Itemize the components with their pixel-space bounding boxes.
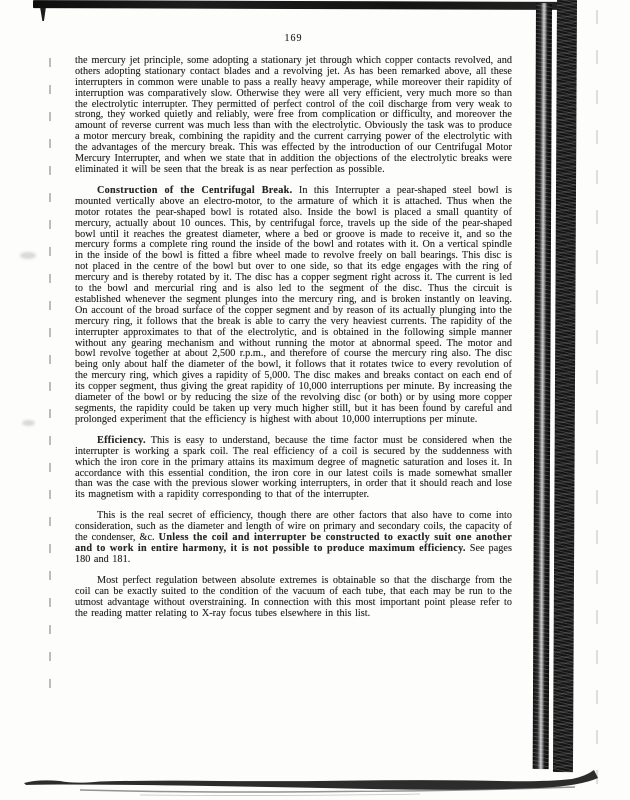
page-number: 169 (284, 33, 303, 44)
scan-bottom-edge-artifact (20, 768, 610, 800)
scan-smudge (20, 252, 36, 259)
bold-emphasis-text: Unless the coil and interrupter be constructed to exactly suit one another and to work in entire harmony, it is not possible to produce maximum efficiency. (75, 532, 513, 554)
scan-right-inner-band-artifact (533, 3, 552, 769)
paragraph-regulation (75, 576, 512, 620)
paragraph-text: Most perfect regulation between absolute extremes is obtainable so that the discharge from the coil can be exactly suited to the condition of the vacuum of each tube, that each may be run to the utmost advantage without overstraining. In connection with this most important point please refer to the reading matter relating to X-ray focus tubes elsewhere in this list. (75, 574, 512, 619)
scan-ink-drip-artifact (39, 8, 47, 21)
paragraph-text: This is the real secret of efficiency, though there are other factors that also have to come into consideration, such as the diameter and length of wire on primary and secondary coils, the capacity of the condenser, &c. (75, 510, 512, 544)
scan-right-fold-line (596, 10, 598, 790)
section-heading-construction: Construction of the Centrifugal Break. (97, 184, 293, 196)
paragraph-text: See pages 180 and 181. (75, 542, 512, 565)
paragraph-efficiency (75, 436, 512, 501)
paragraph-secret-of-efficiency (75, 511, 512, 566)
scan-left-fold-line (49, 58, 51, 698)
paragraph-text: In this Interrupter a pear-shaped steel bowl is mounted vertically above an electro-motor, to the armature of which it is attached. Thus when the motor rotates the pear-shaped bowl is rotated also. Inside the bowl is placed a small quantity of mercury, actually about 10 ounces. This, by centrifugal force, travels up the side of the pear-shaped bowl until it reaches the greatest diameter, where a bed or groove is made to receive it, and so the mercury forms a complete ring round the inside of the bowl and rotates with it. On a vertical spindle in the inside of the bowl is fitted a fibre wheel made to revolve freely on ball bearings. This disc is not placed in the centre of the bowl but over to one side, so that its edge engages with the ring of mercury and is thereby rotated by it. The disc has a copper segment right across it. The current is led to the bowl and mercurial ring and is also led to the segment of the disc. Thus the circuit is established whenever the segment plunges into the mercury ring, and is broken instantly on leaving. On account of the broad surface of the copper segment and by reason of its actually plunging into the mercury ring, it follows that the break is able to carry the very heaviest currents. The rapidity of the interrupter approximates to that of the electrolytic, and is obtained in the following simple manner without any gearing mechanism and without running the motor at abnormal speed. The motor and bowl revolve together at about 2,500 r.p.m., and therefore of course the mercury ring also. The disc being only about half the diameter of the bowl, it follows that it rotates twice to every revolution of the mercury ring, which gives a rapidity of 5,000. The disc makes and breaks contact on each end of its copper segment, thus giving the great rapidity of 10,000 interruptions per minute. By increasing the diameter of the bowl or by reducing the size of the revolving disc (or both) or by using more copper segments, the rapidity could be taken up very much higher still, but it has been found by careful and prolonged experiment that the efficiency is highest with about 10,000 interruptions per minute. (75, 184, 512, 425)
scan-smudge (22, 420, 35, 426)
scan-right-outer-band-artifact (553, 0, 577, 772)
section-heading-efficiency: Efficiency. (97, 434, 146, 446)
scan-top-edge-artifact (33, 0, 559, 10)
paragraph-text: the mercury jet principle, some adopting a stationary jet through which copper contacts revolved, and others adopting stationary contact blades and a revolving jet. As has been remarked above, all these interrupters in common were unable to pass a really heavy amperage, while moreover their rapidity of interruption was comparatively slow. Otherwise they were all very efficient, very much more so than the electrolytic interrupter. They permitted of perfect control of the coil discharge from very weak to strong, they worked quietly and reliably, were free from complication or difficulty, and moreover the amount of reverse current was much less than with the electrolytic. Obviously the task was to produce a motor mercury break, combining the rapidity and the current carrying power of the electrolytic with the advantages of the mercury break. This was effected by the introduction of our Centrifugal Motor Mercury Interrupter, and when we state that in addition the objections of the electrolytic breaks were eliminated it will be seen that the break is as near perfection as possible. (75, 54, 512, 175)
paragraph-text: This is easy to understand, because the time factor must be considered when the interrupter is working a spark coil. The real efficiency of a coil is secured by the suddenness with which the iron core in the primary attains its maximum degree of magnetic saturation and loses it. In accordance with this essential condition, the iron core in our latest coils is made somewhat smaller than was the case with the previous slower working interrupters, in order that it should reach and lose its magnetism with a rapidity corresponding to that of the interrupter. (75, 434, 512, 501)
paragraph-construction (75, 186, 512, 426)
page-content (75, 34, 512, 629)
paragraph-mercury-jet (75, 56, 512, 176)
